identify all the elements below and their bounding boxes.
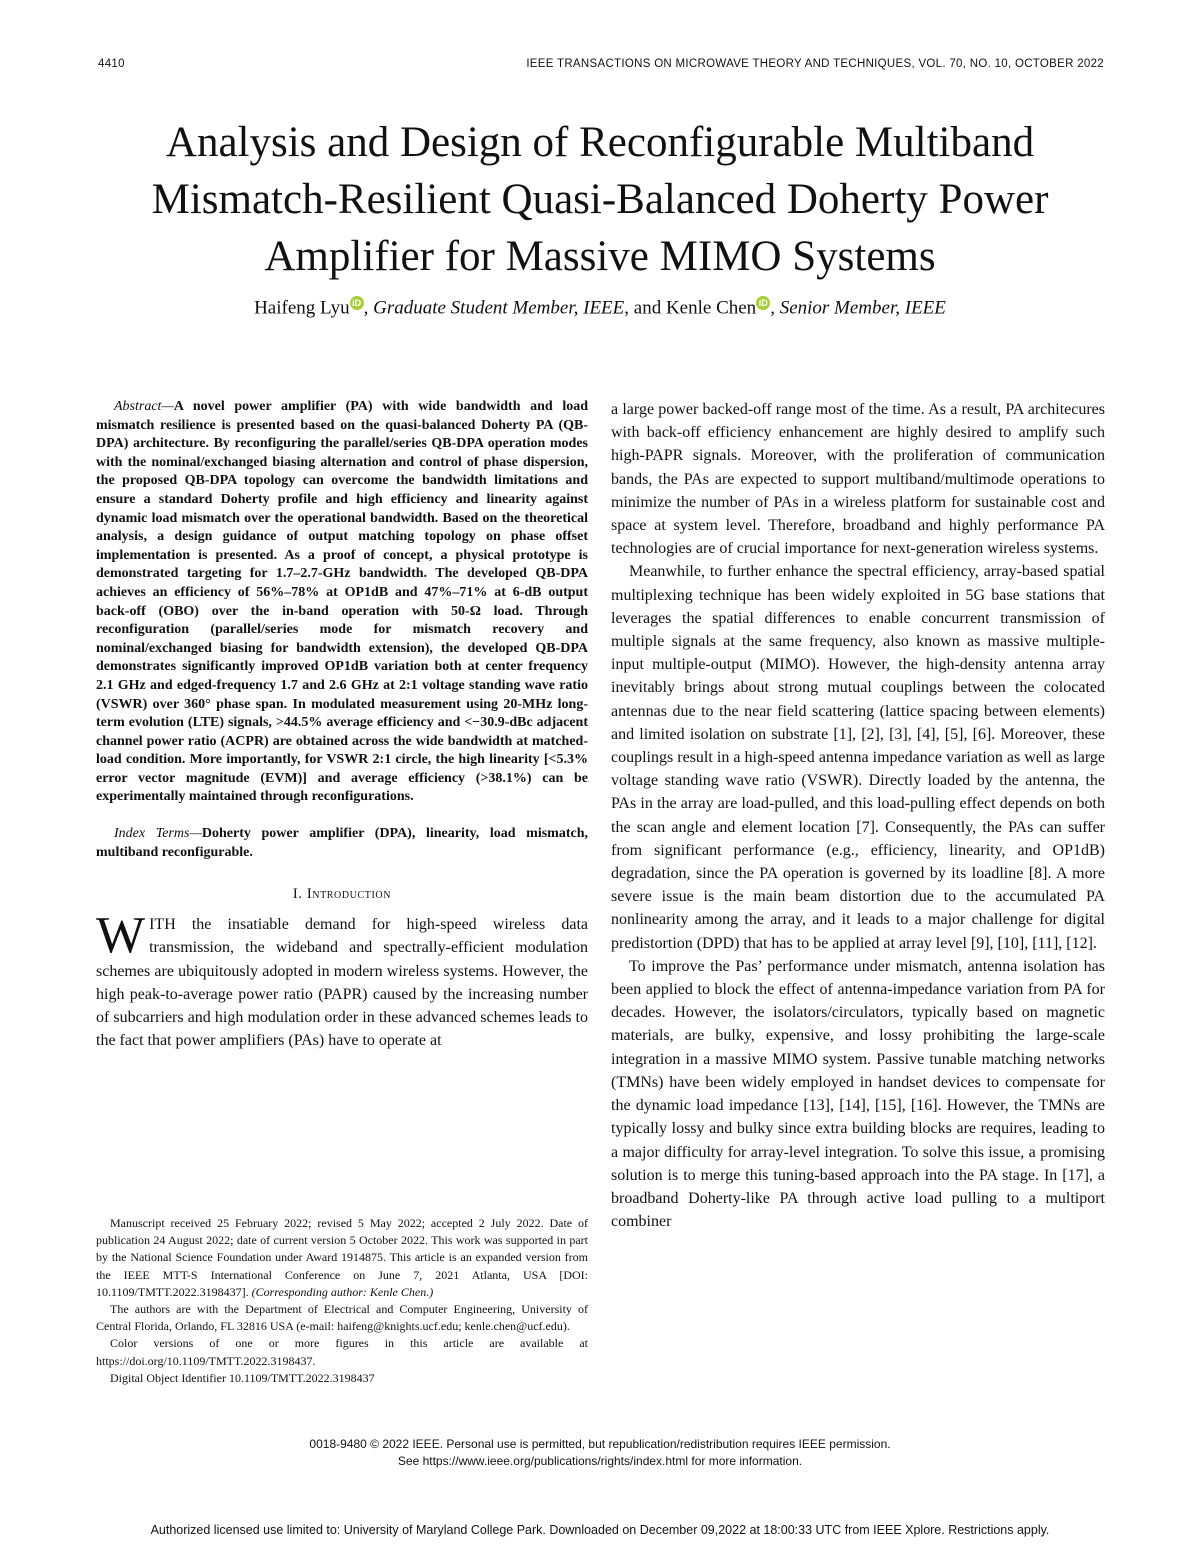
footnote-doi: Digital Object Identifier 10.1109/TMTT.2022.3198437 <box>110 1370 375 1385</box>
paper-title: Analysis and Design of Reconfigurable Multiband Mismatch-Resilient Quasi-Balanced Doherty Power Amplifier for Massive MIMO Systems <box>151 119 1049 280</box>
intro-text: ITH the insatiable demand for high-speed wireless data transmission, the wideband and spectrally-efficient modulation schemes are ubiquitously adopted in modern wireless systems. However, the high peak-to-average power ratio (PAPR) caused by the increasing number of subcarriers and high modulation order in these advanced schemes leads to the fact that power amplifiers (PAs) have to operate at <box>96 916 588 1050</box>
copyright-notice <box>80 1436 1120 1470</box>
index-terms-label: Index Terms— <box>114 826 202 842</box>
journal-name: IEEE TRANSACTIONS ON MICROWAVE THEORY AND TECHNIQUES, VOL. 70, NO. 10, OCTOBER 2022 <box>526 58 1104 70</box>
copyright-line-2: See https://www.ieee.org/publications/rights/index.html for more information. <box>397 1454 803 1468</box>
running-header <box>98 58 1104 76</box>
abstract-label: Abstract— <box>114 399 174 414</box>
right-column <box>611 398 1105 1233</box>
footnote-corresponding: (Corresponding author: Kenle Chen.) <box>251 1284 434 1299</box>
section-heading-introduction <box>96 886 588 903</box>
body-paragraph: To improve the Pas’ performance under mismatch, antenna isolation has been applied to block the effect of antenna-impedance variation from PA for decades. However, the isolators/circulators, typically based on magnetic materials, are bulky, expensive, and lossy prohibiting the large-scale integration in a massive MIMO system. Passive tunable matching networks (TMNs) have been widely employed in handset devices to compensate for the dynamic load impedance [13], [14], [15], [16]. However, the TMNs are typically lossy and bulky since extra building blocks are requires, leading to a major difficulty for array-level integration. To solve this issue, a promising solution is to merge this tuning-based approach into the PA stage. In [17], a broadband Doherty-like PA through active load pulling to a multiport combiner <box>611 957 1105 1231</box>
index-terms-text: Doherty power amplifier (DPA), linearity, load mismatch, multiband reconfigurable. <box>96 826 588 860</box>
copyright-line-1: 0018-9480 © 2022 IEEE. Personal use is permitted, but republication/redistribution requires IEEE permission. <box>309 1437 891 1451</box>
body-paragraph: a large power backed-off range most of the time. As a result, PA architecures with back-off efficiency enhancement are highly desired to amplify such high-PAPR signals. Moreover, with the proliferation of communication bands, the PAs are expected to support multiband/multimode operations to minimize the number of PAs in a wireless platform for sustainable cost and space at system level. Therefore, broadband and highly performance PA technologies are of crucial importance for next-generation wireless systems. <box>611 401 1105 558</box>
author-1-name: Haifeng Lyu <box>254 297 350 319</box>
footnote-manuscript-text: Manuscript received 25 February 2022; revised 5 May 2022; accepted 2 July 2022. Date of publication 24 August 2022; date of current version 5 October 2022. This work was supported in part by the National Science Foundation under Award 1914875. This article is an expanded version from the IEEE MTT-S International Conference on June 7, 2021 Atlanta, USA [DOI: 10.1109/TMTT.2022.3198437]. <box>96 1216 588 1299</box>
author-2-name: Kenle Chen <box>665 297 757 319</box>
index-terms <box>96 825 588 862</box>
intro-paragraph <box>96 907 588 1052</box>
footnote-manuscript <box>96 1215 588 1301</box>
author-line: Haifeng Lyu iD , Graduate Student Member, IEEE, and Kenle Chen iD , Senior Member, IEEE <box>254 297 946 319</box>
section-numeral: I. <box>292 886 303 903</box>
footnote-affiliation: The authors are with the Department of Electrical and Computer Engineering, University of Central Florida, Orlando, FL 32816 USA (e-mail: haifeng@knights.ucf.edu; kenle.chen@ucf.edu). <box>96 1302 588 1334</box>
drop-cap: W <box>96 907 146 965</box>
author-1-role: Graduate Student Member, IEEE <box>373 297 625 319</box>
abstract <box>96 398 588 807</box>
footnote-color-versions: Color versions of one or more figures in this article are available at https://doi.org/10.1109/TMTT.2022.3198437. <box>96 1336 588 1368</box>
author-2-role: Senior Member, IEEE <box>779 297 946 319</box>
orcid-icon[interactable]: iD <box>350 296 364 310</box>
left-column <box>96 398 588 1052</box>
orcid-icon[interactable]: iD <box>756 296 770 310</box>
page-number: 4410 <box>98 58 125 70</box>
section-title: Introduction <box>306 886 392 903</box>
body-paragraph: Meanwhile, to further enhance the spectral efficiency, array-based spatial multiplexing technique has been widely exploited in 5G base stations that leverages the spatial differences to enable concurrent transmission of multiple signals at the same frequency, also known as massive multiple-input multiple-output (MIMO). However, the high-density antenna array inevitably brings about strong mutual couplings between the colocated antennas due to the near field scattering (lattice spacing between elements) and limited isolation on substrate [1], [2], [3], [4], [5], [6]. Moreover, these couplings result in a high-speed antenna impedance variation as well as large voltage standing wave ratio (VSWR). Directly loaded by the antenna, the PAs in the array are load-pulled, and this load-pulling effect depends on both the scan angle and element location [7]. Consequently, the PAs can suffer from significant performance (e.g., efficiency, linearity, and OP1dB) degradation, since the PA operation is governed by its loadline [8]. A more severe issue is the main beam distortion due to the accumulated PA nonlinearity among the array, and it leads to a major challenge for digital predistortion (DPD) that has to be applied at array level [9], [10], [11], [12]. <box>611 563 1105 952</box>
author-conjunction: , and <box>624 297 666 319</box>
abstract-text: A novel power amplifier (PA) with wide bandwidth and load mismatch resilience is presented based on the quasi-balanced Doherty PA (QB-DPA) architecture. By reconfiguring the parallel/series QB-DPA operation modes with the nominal/exchanged biasing alternation and control of phase dispersion, the proposed QB-DPA topology can overcome the bandwidth limitations and ensure a standard Doherty profile and high efficiency and linearity against dynamic load mismatch over the operational bandwidth. Based on the theoretical analysis, a design guidance of output matching topology on phase offset implementation is presented. As a proof of concept, a physical prototype is demonstrated targeting for 1.7–2.7-GHz bandwidth. The developed QB-DPA achieves an efficiency of 56%–78% at OP1dB and 47%–71% at 6-dB output back-off (OBO) over the in-band operation with 50-Ω load. Through reconfiguration (parallel/series mode for mismatch recovery and nominal/exchanged biasing for bandwidth extension), the developed QB-DPA demonstrates significantly improved OP1dB variation both at center frequency 2.1 GHz and edged-frequency 1.7 and 2.6 GHz at 2:1 voltage standing wave ratio (VSWR) over 360° phase span. In modulated measurement using 20-MHz long-term evolution (LTE) signals, >44.5% average efficiency and <−30.9-dBc adjacent channel power ratio (ACPR) are obtained across the wide bandwidth at matched-load condition. More importantly, for VSWR 2:1 circle, the high linearity [<5.3% error vector magnitude (EVM)] and average efficiency (>38.1%) can be experimentally maintained through reconfigurations. <box>96 399 588 805</box>
license-footer: Authorized licensed use limited to: University of Maryland College Park. Downloaded on December 09,2022 at 18:00:33 UTC from IEEE Xplore. Restrictions apply. <box>150 1523 1050 1537</box>
footnotes <box>96 1215 588 1387</box>
